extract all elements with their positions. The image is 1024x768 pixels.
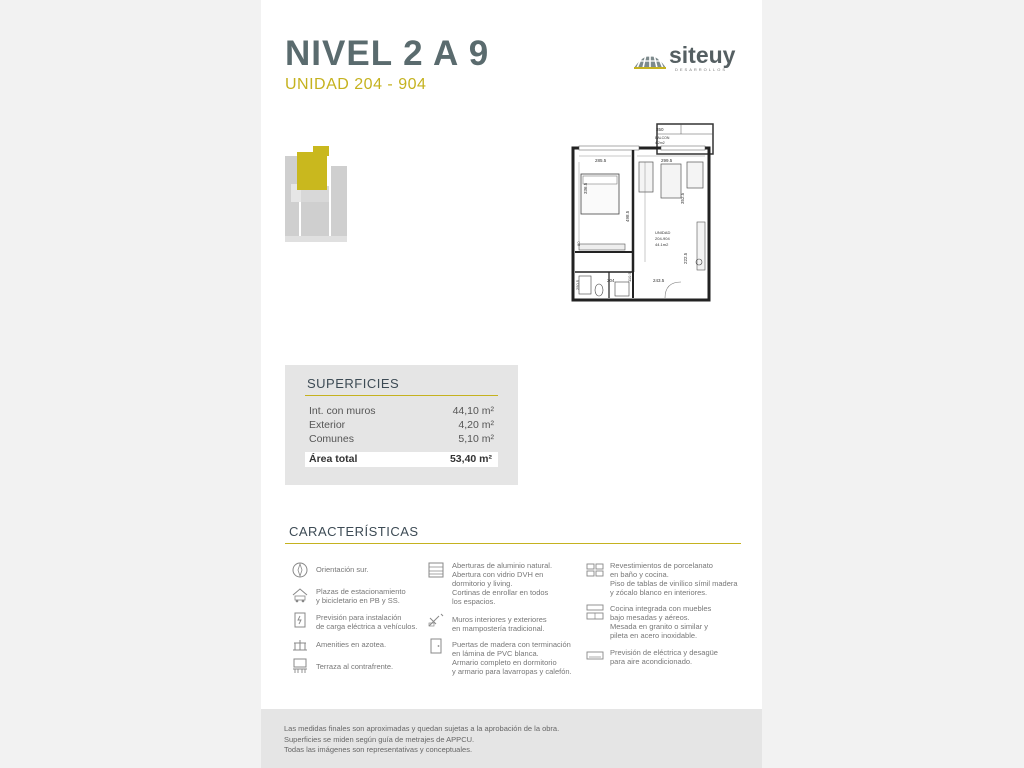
feature-doors: Puertas de madera con terminación en lámina de PVC blanca. Armario completo en dormitorio y armario para lavarropas y calefón. <box>452 640 572 676</box>
row-value: 4,20 m² <box>458 419 494 431</box>
caracteristicas-divider <box>285 543 741 544</box>
footer-disclaimer <box>261 709 762 768</box>
feature-parking: Plazas de estacionamiento y bicicletario en PB y SS. <box>316 587 406 605</box>
row-value: 44,10 m² <box>452 405 494 417</box>
feature-kitchen: Cocina integrada con muebles bajo mesadas y aéreos. Mesada en granito o similar y pileta en acero inoxidable. <box>610 604 712 640</box>
unit-area: 44.1m2 <box>655 242 669 247</box>
unit-code: 204-904 <box>655 236 670 241</box>
superficies-row <box>309 419 494 431</box>
dim-bedroom-width: 285.5 <box>595 158 607 163</box>
feature-air-conditioning: Previsión de eléctrica y desagüe para aire acondicionado. <box>610 648 718 666</box>
kitchen-icon <box>586 604 604 620</box>
door-icon <box>427 638 445 654</box>
caracteristicas-title: CARACTERÍSTICAS <box>289 524 419 539</box>
amenities-icon <box>291 636 309 652</box>
siteuy-logo <box>633 42 743 72</box>
dim-wardrobe: 80 <box>576 241 581 246</box>
terrace-icon <box>291 658 309 674</box>
feature-windows: Aberturas de aluminio natural. Abertura con vidrio DVH en dormitorio y living. Cortinas de enrollar en todos los espacios. <box>452 561 553 606</box>
feature-ev-charging: Previsión para instalación de carga eléctrica a vehículos. <box>316 613 418 631</box>
key-plan <box>283 144 349 244</box>
total-label: Área total <box>309 453 358 465</box>
superficies-total-row <box>305 452 498 467</box>
feature-walls: Muros interiores y exteriores en mampostería tradicional. <box>452 615 547 633</box>
disclaimer-line: Todas las imágenes son representativas y conceptuales. <box>284 745 473 754</box>
air-conditioner-icon <box>586 649 604 665</box>
balcony-label: BALCON <box>655 136 670 140</box>
brick-wall-icon <box>427 612 445 628</box>
superficies-title: SUPERFICIES <box>307 376 400 391</box>
logo-tagline: DESARROLLOS <box>675 67 728 72</box>
feature-finishes: Revestimientos de porcelanato en baño y cocina. Piso de tablas de vinílico símil madera y zócalo blanco en interiores. <box>610 561 738 597</box>
brochure-page <box>261 0 762 768</box>
superficies-row <box>309 433 494 445</box>
unit-floor-plan <box>569 122 714 304</box>
superficies-row <box>309 405 494 417</box>
dim-bath-width: 204 <box>607 278 615 283</box>
row-value: 5,10 m² <box>458 433 494 445</box>
dim-kitchen-depth: 222.5 <box>683 252 688 264</box>
feature-terrace: Terraza al contrafrente. <box>316 662 394 671</box>
page-title: NIVEL 2 A 9 <box>285 34 490 73</box>
logo-wordmark: siteuy <box>669 42 736 68</box>
dim-hall: 110.5 <box>627 272 632 282</box>
total-value: 53,40 m² <box>449 453 492 465</box>
disclaimer-line: Superficies se miden según guía de metrajes de APPCU. <box>284 735 475 744</box>
superficies-divider <box>305 395 498 396</box>
balcony-area: 4.2m2 <box>655 141 665 145</box>
disclaimer-line: Las medidas finales son aproximadas y quedan sujetas a la aprobación de la obra. <box>284 724 560 733</box>
superficies-panel <box>285 365 518 485</box>
row-label: Comunes <box>309 433 354 445</box>
dim-balcony-width: 350 <box>656 127 664 132</box>
dim-bedroom-depth: 336.5 <box>583 182 588 194</box>
dim-unit-depth: 498.5 <box>625 210 630 222</box>
feature-amenities: Amenities en azotea. <box>316 640 387 649</box>
unit-highlight <box>297 152 327 190</box>
unit-label: UNIDAD <box>655 230 671 235</box>
dim-bath-depth: 250.5 <box>575 279 580 290</box>
row-label: Int. con muros <box>309 405 376 417</box>
dim-living-depth: 352.5 <box>680 192 685 204</box>
logo-icon <box>633 46 667 70</box>
feature-orientation: Orientación sur. <box>316 565 369 574</box>
tiles-icon <box>586 562 604 578</box>
unit-subtitle: UNIDAD 204 - 904 <box>285 76 427 93</box>
row-label: Exterior <box>309 419 346 431</box>
car-bicycle-icon <box>291 587 309 603</box>
dim-living-width: 299.5 <box>661 158 673 163</box>
charger-icon <box>291 612 309 628</box>
compass-icon <box>291 562 309 578</box>
dim-entry-width: 243.5 <box>653 278 665 283</box>
window-icon <box>427 562 445 578</box>
